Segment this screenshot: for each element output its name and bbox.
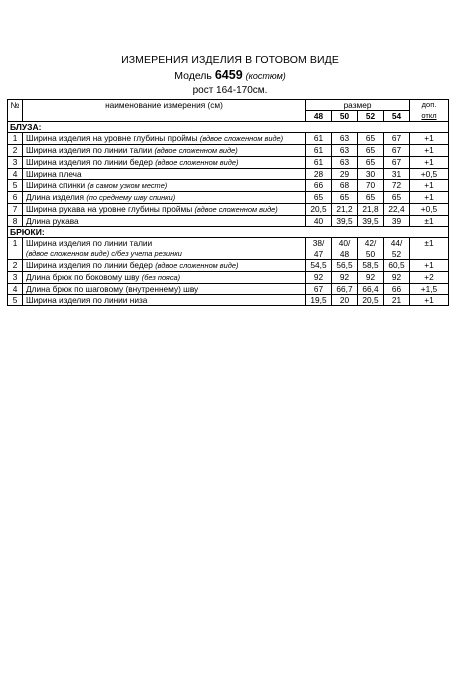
table-row xyxy=(8,157,449,169)
document-header xyxy=(0,54,460,97)
model-kind: (костюм) xyxy=(245,71,286,81)
row-number: 2 xyxy=(8,145,23,157)
size-48: 48 xyxy=(306,111,332,122)
row-tolerance xyxy=(410,238,449,260)
row-name-text: Длина брюк по боковому шву xyxy=(26,272,142,282)
row-value-text: 66,7 xyxy=(336,284,353,294)
size-52: 52 xyxy=(358,111,384,122)
row-name xyxy=(23,238,306,260)
height-range: рост 164-170см. xyxy=(192,85,268,96)
row-value-48 xyxy=(306,133,332,145)
row-value-50 xyxy=(332,216,358,227)
row-number: 3 xyxy=(8,157,23,169)
row-tolerance xyxy=(410,216,449,227)
row-tolerance xyxy=(410,157,449,169)
row-value-text: 61 xyxy=(313,133,324,143)
row-value-48 xyxy=(306,180,332,192)
row-value-text: 66 xyxy=(391,284,402,294)
row-number: 4 xyxy=(8,169,23,180)
row-value-text: 67 xyxy=(391,145,402,155)
table-row xyxy=(8,180,449,192)
row-name-text: Ширина изделия по линии талии xyxy=(26,145,155,155)
col-dop-line1: доп. xyxy=(421,100,437,109)
row-value-54 xyxy=(384,238,410,260)
row-tolerance-text: +1 xyxy=(424,180,434,190)
row-value-text: 31 xyxy=(391,169,402,179)
row-value-text: 38/ xyxy=(312,238,325,248)
row-value-52 xyxy=(358,145,384,157)
row-value-48 xyxy=(306,284,332,295)
row-value-50 xyxy=(332,295,358,306)
table-body xyxy=(8,100,449,306)
row-value-text: 22,4 xyxy=(388,204,405,214)
row-value-54 xyxy=(384,145,410,157)
row-value-52 xyxy=(358,192,384,204)
row-value-text: 63 xyxy=(339,157,350,167)
row-value-text: 60,5 xyxy=(388,260,405,270)
size-row-blank-name xyxy=(23,111,306,122)
row-value-52 xyxy=(358,260,384,272)
col-dop-line2-cell xyxy=(410,111,449,122)
row-value-text: 56,5 xyxy=(336,260,353,270)
row-name-note: (вдвое сложенном виде) xyxy=(199,134,284,143)
row-value-50 xyxy=(332,180,358,192)
model-line xyxy=(0,68,460,83)
header-row xyxy=(8,100,449,111)
row-name xyxy=(23,157,306,169)
row-name xyxy=(23,180,306,192)
row-value-text: 40 xyxy=(313,216,324,226)
row-value-text: 72 xyxy=(391,180,402,190)
row-tolerance xyxy=(410,284,449,295)
row-name xyxy=(23,216,306,227)
row-value-text: 29 xyxy=(339,169,350,179)
row-value-text: 63 xyxy=(339,145,350,155)
row-value-54 xyxy=(384,272,410,284)
table-row xyxy=(8,272,449,284)
row-value-text-2: 50 xyxy=(365,248,376,259)
row-value-text: 65 xyxy=(339,192,350,202)
row-tolerance xyxy=(410,295,449,306)
table-row xyxy=(8,284,449,295)
table-row xyxy=(8,133,449,145)
row-value-text: 68 xyxy=(339,180,350,190)
row-value-text: 65 xyxy=(313,192,324,202)
row-value-text-2: 48 xyxy=(339,248,350,259)
row-name xyxy=(23,260,306,272)
row-value-52 xyxy=(358,204,384,216)
table-row xyxy=(8,295,449,306)
row-name-text: Ширина рукава на уровне глубины проймы xyxy=(26,204,195,214)
row-tolerance-text: +0,5 xyxy=(420,169,438,179)
row-value-48 xyxy=(306,204,332,216)
row-value-48 xyxy=(306,260,332,272)
row-value-50 xyxy=(332,272,358,284)
row-value-48 xyxy=(306,157,332,169)
row-tolerance xyxy=(410,169,449,180)
row-value-50 xyxy=(332,192,358,204)
row-name-note: (по среднему шву спинки) xyxy=(86,193,176,202)
row-name-text: Длина брюк по шаговому (внутреннему) шву xyxy=(26,284,199,294)
row-value-48 xyxy=(306,145,332,157)
table-row xyxy=(8,216,449,227)
row-name-note: (без пояса) xyxy=(141,273,181,282)
row-name xyxy=(23,169,306,180)
row-tolerance xyxy=(410,145,449,157)
row-name-note: (в самом узком месте) xyxy=(87,181,168,190)
row-number: 7 xyxy=(8,204,23,216)
row-tolerance xyxy=(410,133,449,145)
row-value-52 xyxy=(358,157,384,169)
section-title: БЛУЗА: xyxy=(8,122,449,133)
row-value-54 xyxy=(384,204,410,216)
row-number: 3 xyxy=(8,272,23,284)
row-value-text: 21,8 xyxy=(362,204,379,214)
row-name-note: (вдвое сложенном виде) xyxy=(154,146,238,155)
row-name-text: Ширина изделия по линии бедер xyxy=(26,157,156,167)
row-value-text: 39 xyxy=(391,216,402,226)
row-value-54 xyxy=(384,169,410,180)
row-value-text: 66 xyxy=(313,180,324,190)
row-value-52 xyxy=(358,238,384,260)
row-value-text: 92 xyxy=(391,272,402,282)
row-value-48 xyxy=(306,272,332,284)
row-value-text: 28 xyxy=(313,169,324,179)
model-number: 6459 xyxy=(214,68,243,82)
row-value-48 xyxy=(306,295,332,306)
row-value-52 xyxy=(358,180,384,192)
row-value-52 xyxy=(358,295,384,306)
row-name xyxy=(23,284,306,295)
row-tolerance-text: +1 xyxy=(424,133,434,143)
row-name xyxy=(23,133,306,145)
size-row xyxy=(8,111,449,122)
row-name-note: (вдвое сложенном виде) с/без учета резинки xyxy=(26,249,182,258)
row-value-text: 58,5 xyxy=(362,260,379,270)
row-number: 4 xyxy=(8,284,23,295)
row-tolerance-text: +1 xyxy=(424,145,434,155)
section-row xyxy=(8,227,449,238)
section-title: БРЮКИ: xyxy=(8,227,449,238)
row-value-50 xyxy=(332,260,358,272)
row-name xyxy=(23,295,306,306)
row-tolerance-text: +1 xyxy=(424,192,434,202)
col-size-header: размер xyxy=(306,100,410,111)
row-name-text: Ширина плеча xyxy=(26,169,82,179)
row-value-text: 19,5 xyxy=(310,295,327,305)
row-value-text: 92 xyxy=(313,272,324,282)
row-value-text: 61 xyxy=(313,145,324,155)
row-value-text: 70 xyxy=(365,180,376,190)
row-value-50 xyxy=(332,133,358,145)
row-value-54 xyxy=(384,284,410,295)
row-value-text: 39,5 xyxy=(362,216,379,226)
row-name-note: (вдвое сложенном виде) xyxy=(155,158,239,167)
row-value-text: 61 xyxy=(313,157,324,167)
row-value-48 xyxy=(306,192,332,204)
row-name-text: Ширина спинки xyxy=(26,180,88,190)
table-row xyxy=(8,145,449,157)
row-value-48 xyxy=(306,238,332,260)
table-row xyxy=(8,260,449,272)
row-value-50 xyxy=(332,238,358,260)
row-value-text: 21,2 xyxy=(336,204,353,214)
row-name-text: Ширина изделия по линии талии xyxy=(26,238,153,248)
row-tolerance-text: +2 xyxy=(424,272,434,282)
row-number: 6 xyxy=(8,192,23,204)
row-value-text: 54,5 xyxy=(310,260,327,270)
size-54: 54 xyxy=(384,111,410,122)
row-value-text: 65 xyxy=(365,145,376,155)
row-tolerance-text: +1 xyxy=(424,260,434,270)
row-value-52 xyxy=(358,284,384,295)
row-value-text: 65 xyxy=(365,133,376,143)
row-tolerance-text: ±1 xyxy=(424,216,434,226)
row-name-text: Ширина изделия по линии бедер xyxy=(26,260,156,270)
row-value-52 xyxy=(358,169,384,180)
row-value-text: 66,4 xyxy=(362,284,379,294)
row-value-text-2: 47 xyxy=(313,248,324,259)
row-value-text: 20,5 xyxy=(362,295,379,305)
row-tolerance xyxy=(410,260,449,272)
row-name-text: Длина изделия xyxy=(26,192,87,202)
row-value-text: 65 xyxy=(365,157,376,167)
row-value-52 xyxy=(358,133,384,145)
row-value-text: 65 xyxy=(391,192,402,202)
row-value-text: 67 xyxy=(391,133,402,143)
row-value-text: 44/ xyxy=(390,238,403,248)
model-prefix: Модель xyxy=(174,70,212,82)
row-value-text: 92 xyxy=(365,272,376,282)
row-value-54 xyxy=(384,180,410,192)
row-number: 8 xyxy=(8,216,23,227)
row-value-54 xyxy=(384,192,410,204)
row-name-text: Ширина изделия на уровне глубины проймы xyxy=(26,133,200,143)
row-name-note: (вдвое сложенном виде) xyxy=(155,261,239,270)
row-name xyxy=(23,272,306,284)
row-tolerance xyxy=(410,272,449,284)
row-tolerance-text: +1 xyxy=(424,295,434,305)
row-value-text: 21 xyxy=(391,295,402,305)
row-value-50 xyxy=(332,157,358,169)
row-value-text: 63 xyxy=(339,133,350,143)
row-value-50 xyxy=(332,145,358,157)
row-value-text: 40/ xyxy=(338,238,351,248)
row-value-50 xyxy=(332,284,358,295)
row-name xyxy=(23,192,306,204)
size-row-blank-num xyxy=(8,111,23,122)
row-value-52 xyxy=(358,272,384,284)
col-name-header: наименование измерения (см) xyxy=(23,100,306,111)
col-dop-header xyxy=(410,100,449,111)
document-title: ИЗМЕРЕНИЯ ИЗДЕЛИЯ В ГОТОВОМ ВИДЕ xyxy=(121,54,339,66)
row-value-text: 42/ xyxy=(364,238,377,248)
row-name xyxy=(23,204,306,216)
row-value-54 xyxy=(384,260,410,272)
table-row xyxy=(8,204,449,216)
row-value-54 xyxy=(384,295,410,306)
row-value-48 xyxy=(306,216,332,227)
col-dop-line2: откл xyxy=(421,110,437,120)
row-tolerance xyxy=(410,204,449,216)
row-name-text: Длина рукава xyxy=(26,216,79,226)
row-value-text: 67 xyxy=(313,284,324,294)
row-value-48 xyxy=(306,169,332,180)
row-tolerance xyxy=(410,192,449,204)
measurements-table xyxy=(7,99,449,306)
row-number: 1 xyxy=(8,133,23,145)
row-number: 5 xyxy=(8,295,23,306)
row-value-text: 92 xyxy=(339,272,350,282)
row-number: 1 xyxy=(8,238,23,260)
section-row xyxy=(8,122,449,133)
row-tolerance-text: +1 xyxy=(424,157,434,167)
row-tolerance xyxy=(410,180,449,192)
row-value-text: 39,5 xyxy=(336,216,353,226)
row-tolerance-text: +0,5 xyxy=(420,204,438,214)
row-value-text: 65 xyxy=(365,192,376,202)
row-value-54 xyxy=(384,216,410,227)
row-tolerance-text: +1,5 xyxy=(420,284,438,294)
row-value-50 xyxy=(332,204,358,216)
table-row xyxy=(8,169,449,180)
row-value-54 xyxy=(384,157,410,169)
row-value-50 xyxy=(332,169,358,180)
size-50: 50 xyxy=(332,111,358,122)
row-value-52 xyxy=(358,216,384,227)
row-value-text: 30 xyxy=(365,169,376,179)
row-name-note: (вдвое сложенном виде) xyxy=(194,205,278,214)
row-value-text: 20,5 xyxy=(310,204,327,214)
row-name xyxy=(23,145,306,157)
row-value-54 xyxy=(384,133,410,145)
table-row xyxy=(8,192,449,204)
row-number: 2 xyxy=(8,260,23,272)
row-number: 5 xyxy=(8,180,23,192)
row-value-text: 20 xyxy=(339,295,350,305)
row-value-text-2: 52 xyxy=(391,248,402,259)
table-row xyxy=(8,238,449,260)
row-value-text: 67 xyxy=(391,157,402,167)
row-name-text: Ширина изделия по линии низа xyxy=(26,295,148,305)
col-number-header: № xyxy=(8,100,23,111)
row-tolerance-text: ±1 xyxy=(424,238,434,248)
